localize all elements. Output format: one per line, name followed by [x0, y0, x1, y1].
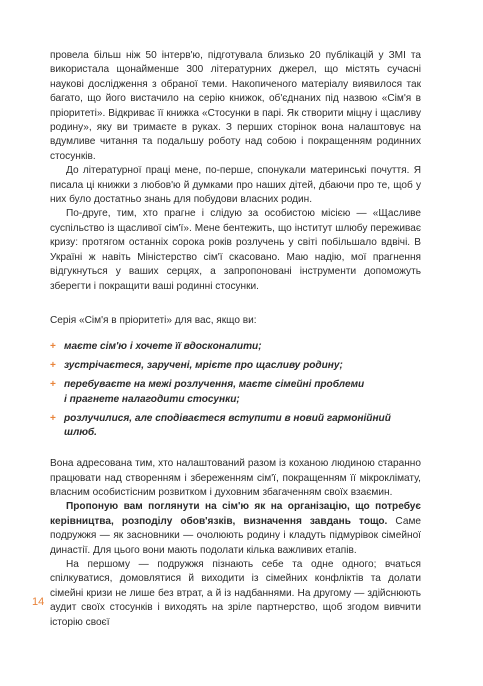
plus-icon: +: [50, 378, 56, 390]
audience-list: [50, 340, 421, 441]
list-item: + перебуваєте на межі розлучення, маєте сімейні проблеми і прагнете налагодити стосунки;: [50, 378, 365, 405]
paragraph-intro: провела більш ніж 50 інтерв'ю, підготувала близько 20 публікацій у ЗМІ та використала щонайменше 300 літературних джерел, що містять сучасні наукові дослідження з обраної теми. Накопиченого матеріалу виявилося так багато, що його вистачило на серію книжок, об'єднаних під назвою «Сім'я в пріоритеті». Відкриває її книжка «Стосунки в парі. Як створити міцну і щасливу родину», яку ви тримаєте в руках. З перших сторінок вона налаштовує на вдумливе читання та подальшу роботу над собою і покращенням родинних стосунків.: [50, 50, 421, 162]
paragraph-series-intro: Серія «Сім'я в пріоритеті» для вас, якщо ви:: [50, 314, 257, 326]
page-number: 14: [32, 596, 45, 608]
paragraph-mission: По-друге, тим, хто прагне і слідую за особистою місією — «Щасливе суспільство із щасливої сім'ї». Мене бентежить, що інститут шлюбу переживає кризу: протягом останніх сорока років розлучень у світі побільшало вдвічі. В Україні ж навіть Міністерство сім'ї скасовано. Маю надію, мої прагнення відгукнуться у ваших серцях, а запропоновані інструменти допоможуть зберегти і покращити ваші родинні стосунки.: [50, 208, 421, 292]
paragraph-stages: На першому — подружжя пізнають себе та одне одного; вчаться спілкуватися, домовлятися й виходити із сімейних конфліктів та долати сімейні кризи не лише без втрат, а й із надбаннями. На другому — здійснюють аудит своїх стосунків і виходять на зріле партнерство, щоб згодом вивчити історію своєї: [50, 558, 421, 628]
paragraph-audience: Вона адресована тим, хто налаштований разом із коханою людиною старанно працювати над створенням і збереженням сім'ї, покращенням її мікроклімату, власним особистісним розвитком і духовним збагаченням своїх взаємин.: [50, 458, 421, 498]
plus-icon: +: [50, 412, 56, 424]
paragraph-organization-rest: Саме подружжя — як засновники — очолюють родину і кладуть підмурівок сімейної династії. Для цього вони мають подолати кілька важливих етапів.: [50, 515, 422, 556]
list-item: + розлучилися, але сподіваєтеся вступити в новий гармонійний шлюб.: [50, 412, 391, 439]
emphasis-text: Пропоную вам поглянути на сім'ю як на організацію, що потребує керівництва, розподілу обов'язків, визначення завдань тощо.: [50, 501, 421, 527]
list-item: + маєте сім'ю і хочете її вдосконалити;: [50, 340, 421, 355]
plus-icon: +: [50, 341, 56, 353]
paragraph-organization: [50, 500, 421, 558]
list-item: + зустрічаєтеся, заручені, мрієте про щасливу родину;: [50, 359, 421, 374]
paragraph-motivation: До літературної праці мене, по-перше, спонукали материнські почуття. Я писала ці книжки з любов'ю й думками про наших дітей, дбаючи про те, щоб у них було достатньо знань для побудови власних родин.: [50, 165, 421, 206]
plus-icon: +: [50, 360, 56, 372]
